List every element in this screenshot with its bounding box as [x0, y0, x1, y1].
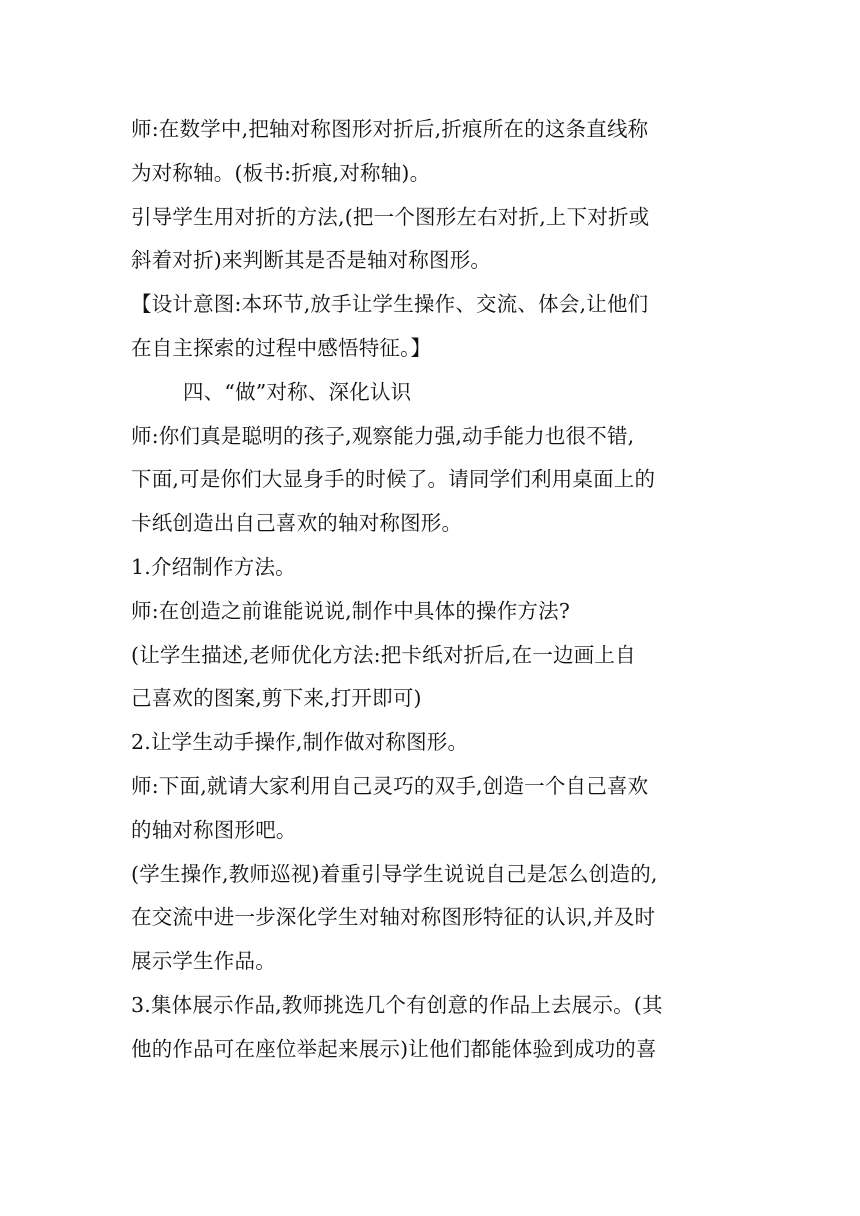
- paragraph-line: 斜着对折)来判断其是否是轴对称图形。: [131, 248, 492, 273]
- design-intent-line: 在自主探索的过程中感悟特征。】: [131, 335, 432, 360]
- step-heading: 3.集体展示作品,教师挑选几个有创意的作品上去展示。(其: [131, 992, 663, 1017]
- paragraph-line: 下面,可是你们大显身手的时候了。请同学们利用桌面上的: [131, 467, 656, 492]
- step-heading: 1.介绍制作方法。: [131, 554, 296, 579]
- paragraph-line: 引导学生用对折的方法,(把一个图形左右对折,上下对折或: [131, 204, 650, 229]
- paragraph-line: 的轴对称图形吧。: [131, 817, 297, 842]
- paragraph-line: 师:你们真是聪明的孩子,观察能力强,动手能力也很不错,: [131, 423, 635, 448]
- document-body: [131, 108, 731, 1072]
- paragraph-line: 师:在数学中,把轴对称图形对折后,折痕所在的这条直线称: [131, 117, 649, 141]
- paragraph-line: 为对称轴。(板书:折痕,对称轴)。: [131, 160, 431, 185]
- paragraph-line: (学生操作,教师巡视)着重引导学生说说自己是怎么创造的,: [131, 861, 658, 886]
- step-heading: 2.让学生动手操作,制作做对称图形。: [131, 730, 469, 755]
- section-heading: 四、“做”对称、深化认识: [183, 379, 412, 404]
- paragraph-line: 己喜欢的图案,剪下来,打开即可): [131, 686, 422, 711]
- design-intent-line: 【设计意图:本环节,放手让学生操作、交流、体会,让他们: [131, 292, 649, 317]
- paragraph-line: 师:下面,就请大家利用自己灵巧的双手,创造一个自己喜欢: [131, 773, 649, 798]
- paragraph-line: 卡纸创造出自己喜欢的轴对称图形。: [131, 511, 463, 536]
- paragraph-line: (让学生描述,老师优化方法:把卡纸对折后,在一边画上自: [131, 642, 636, 667]
- paragraph-line: 师:在创造之前谁能说说,制作中具体的操作方法?: [131, 598, 571, 623]
- paragraph-line: 展示学生作品。: [131, 949, 276, 974]
- paragraph-line: 在交流中进一步深化学生对轴对称图形特征的认识,并及时: [131, 905, 656, 930]
- paragraph-line: 他的作品可在座位举起来展示)让他们都能体验到成功的喜: [131, 1036, 657, 1061]
